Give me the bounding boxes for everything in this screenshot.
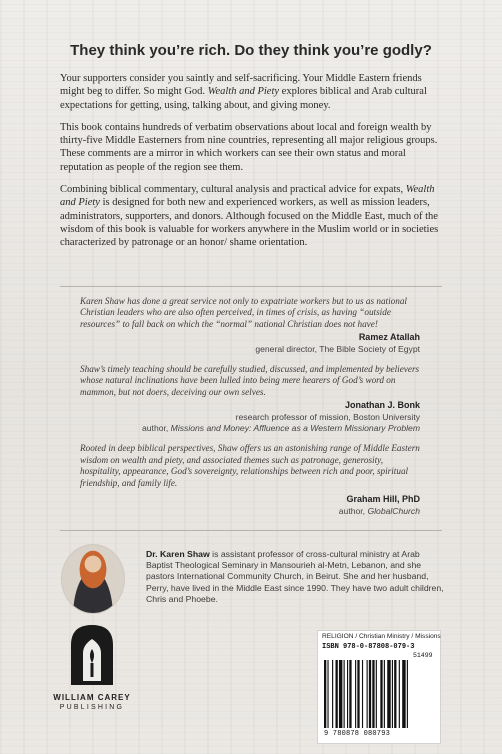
barcode-icon <box>322 660 436 728</box>
endorser-title: author, GlobalChurch <box>338 505 420 516</box>
publisher-subname: PUBLISHING <box>59 704 125 711</box>
author-name: Dr. Karen Shaw <box>146 549 210 559</box>
endorsement-quote: Karen Shaw has done a great service not only to expatriate workers but to us as national Christian leaders who are also often perceived, in times of crisis, as having “outside resources” to fall back on which the “normal” national Christian does not have! <box>80 296 407 329</box>
endorser-title-2: author, Missions and Money: Affluence as a Western Missionary Problem <box>142 423 420 434</box>
barcode-panel <box>317 630 441 744</box>
description <box>60 72 445 259</box>
endorser-title: research professor of mission, Boston University <box>235 411 420 422</box>
book-title: Wealth and Piety <box>60 184 435 209</box>
endorser-name: Ramez Atallah <box>358 332 420 343</box>
endorsement-attribution <box>80 494 420 517</box>
bisac-category: RELIGION / Christian Ministry / Missions <box>322 633 441 640</box>
barcode-digits: 9 780878 080793 <box>324 730 391 738</box>
author-bio-text: is assistant professor of cross-cultural ministry at Arab Baptist Theological Seminary in Mansourieh al-Metn, Lebanon, and she pastors International Community Church, in Beirut. She and her husband, Perry, have lived in the Middle East since 1990. They have two adult children, Chris and Phoebe. <box>146 549 444 604</box>
endorser-book-title: Missions and Money: Affluence as a Western Missionary Problem <box>170 423 420 434</box>
headline: They think you’re rich. Do they think you’re godly? <box>70 42 432 59</box>
divider-bottom <box>60 530 442 531</box>
endorsement-attribution <box>80 332 420 355</box>
publisher-name: WILLIAM CAREY <box>53 693 131 702</box>
description-paragraph-3: Combining biblical commentary, cultural analysis and practical advice for expats, Wealth and Piety is designed for both new and experienced workers, as well as mission leaders, administrators, supporters, and donors. Although focused on the Middle East, much of the wisdom of this book is valuable for workers anywhere in the Muslim world or in societies characterized by patronage or an honor/ shame orientation. <box>60 184 439 249</box>
endorsement-quote: Shaw’s timely teaching should be carefully studied, discussed, and implemented by believers whose natural inclinations have been lulled into being mere hearers of God’s word on mammon, but not doers, deceiving our own selves. <box>80 364 420 397</box>
endorser-name: Graham Hill, PhD <box>346 494 420 505</box>
author-photo <box>61 544 125 614</box>
endorsement-quote: Rooted in deep biblical perspectives, Shaw offers us an astonishing range of Middle Eastern wisdom on wealth and piety, and associated themes such as patronage, generosity, hospitality, appearance, God’s sovereignty, relationships between rich and poor, spiritual friendship, and family life. <box>80 443 420 488</box>
publisher-logo-icon <box>63 623 121 687</box>
divider-top <box>60 286 442 287</box>
price-code: 51499 <box>413 652 433 659</box>
book-title: Wealth and Piety <box>207 86 280 98</box>
endorsements <box>80 296 420 526</box>
isbn: ISBN 978-0-87808-079-3 <box>322 643 415 651</box>
author-bio <box>146 549 446 605</box>
endorser-name: Jonathan J. Bonk <box>344 400 420 411</box>
description-paragraph-2: This book contains hundreds of verbatim observations about local and foreign wealth by thirty-five Middle Easterners from nine countries, representing all major religious groups. These comments are a mirror in which workers can see their own status and moral reputation as people of the region see them. <box>60 121 438 173</box>
endorser-book-title: GlobalChurch <box>367 505 420 516</box>
description-paragraph-1: Your supporters consider you saintly and self-sacrificing. Your Middle Eastern friends might beg to differ. So might God. Wealth and Piety explores biblical and Arab cultural expectations for getting, using, talking about, and giving money. <box>60 73 427 111</box>
endorsement-attribution <box>80 400 420 434</box>
endorser-title: general director, The Bible Society of Egypt <box>255 343 420 354</box>
